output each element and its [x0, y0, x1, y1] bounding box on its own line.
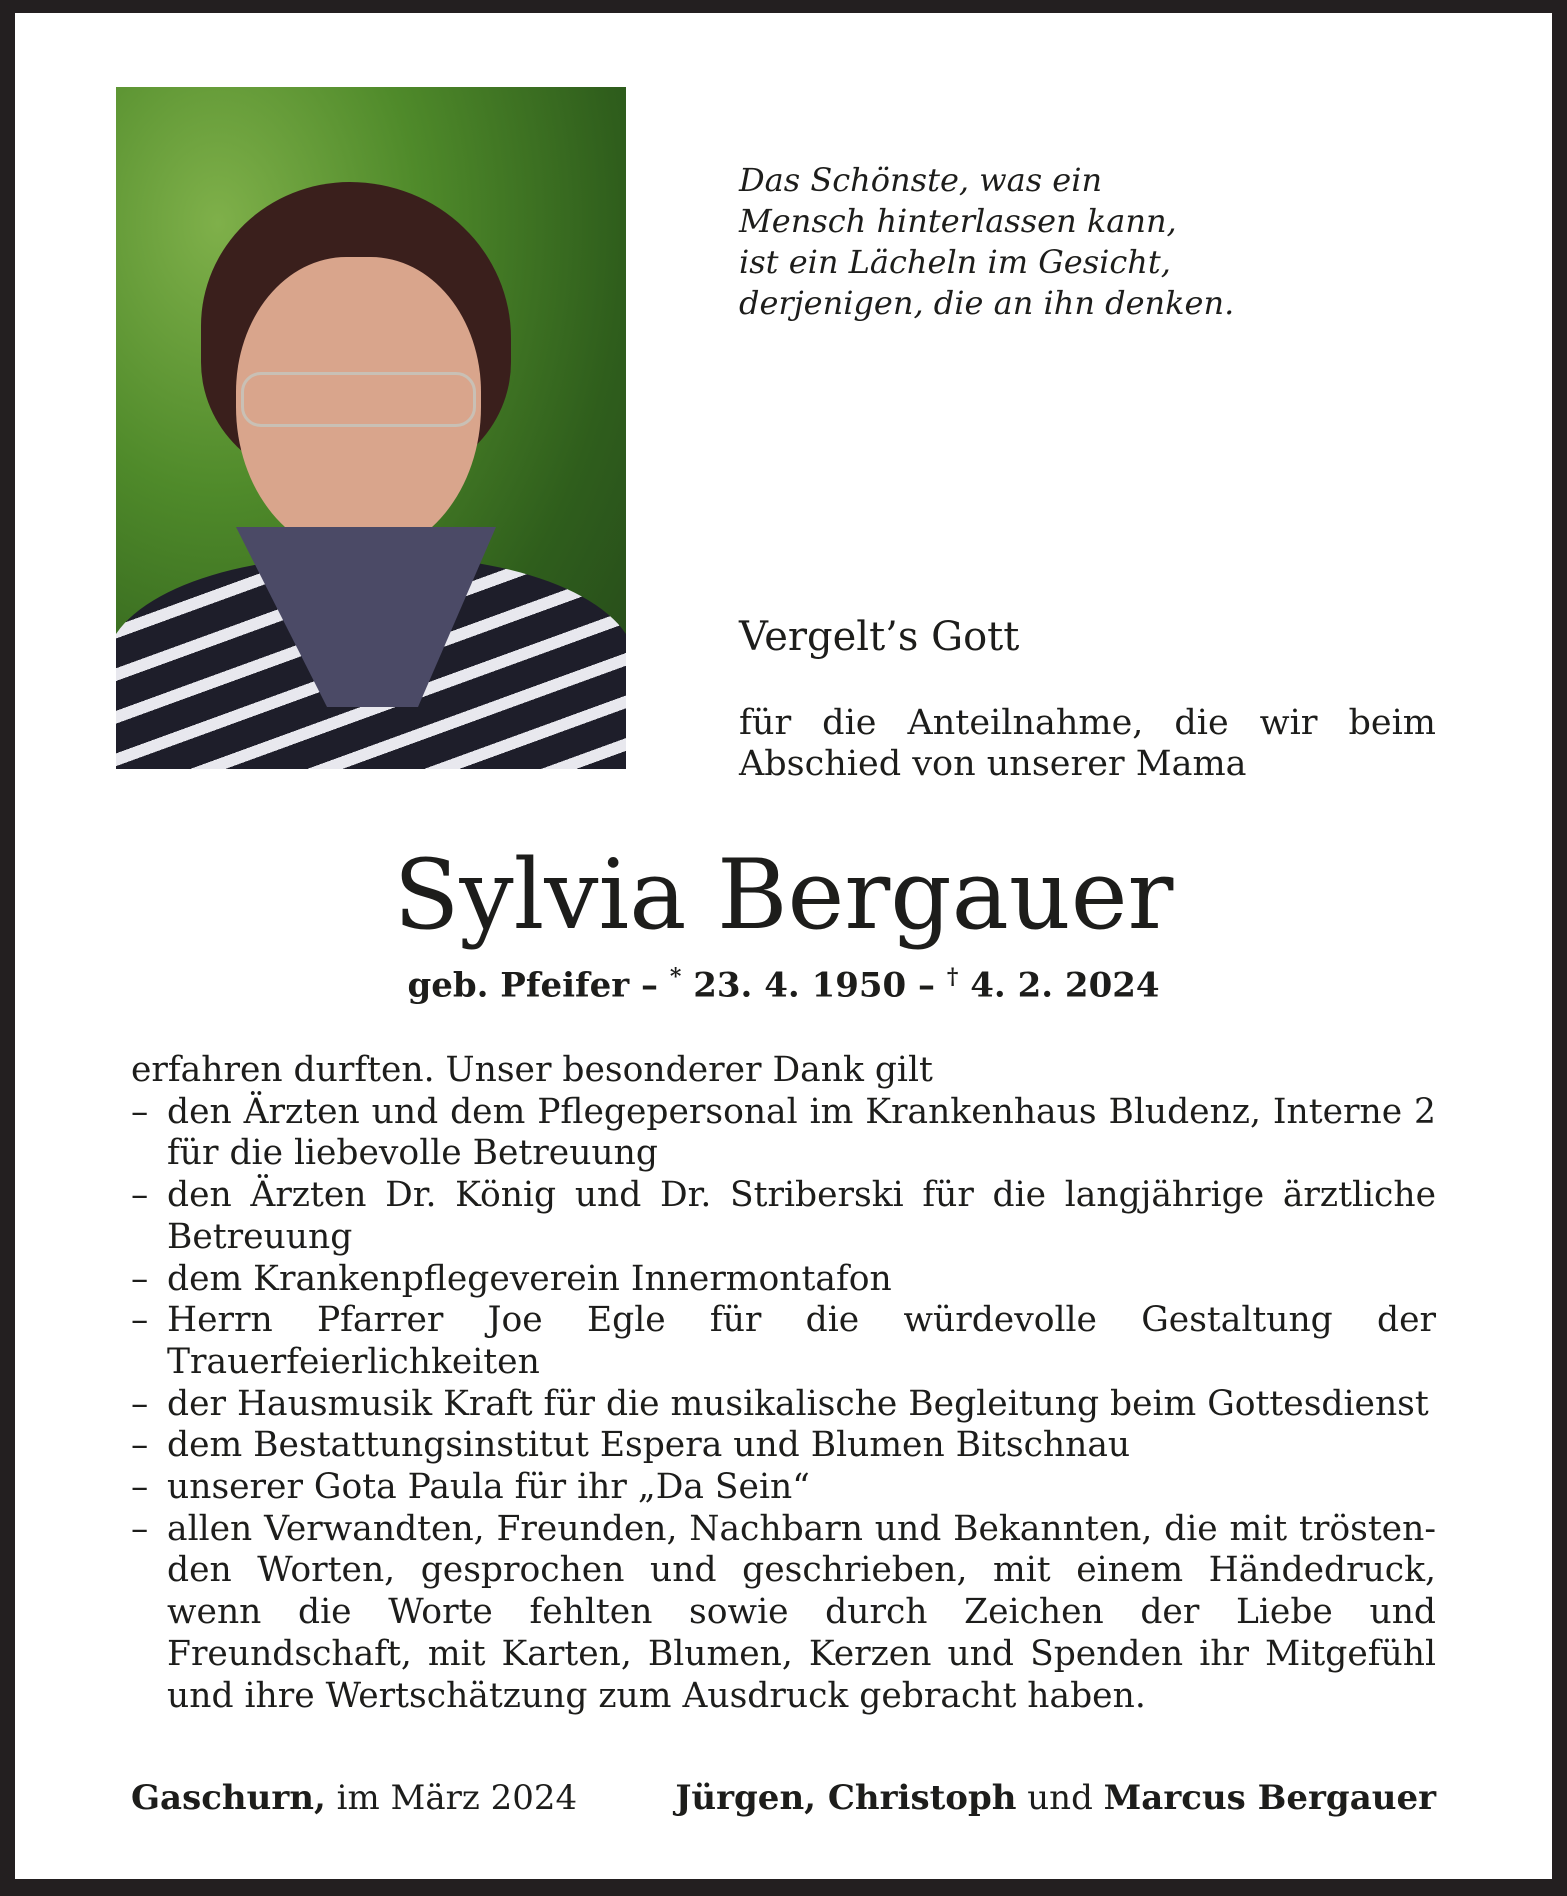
thanks-list-item	[131, 1467, 1436, 1509]
footer-signatures	[675, 1778, 1436, 1818]
list-dash: –	[131, 1175, 149, 1216]
birth-symbol: *	[669, 964, 682, 990]
thanks-list-item	[131, 1384, 1436, 1426]
deceased-name: Sylvia Bergauer	[393, 839, 1174, 951]
list-dash: –	[131, 1300, 149, 1341]
birth-date: 23. 4. 1950	[681, 965, 907, 1006]
body-intro: erfahren durften. Unser besonderer Dank gilt	[131, 1050, 933, 1090]
list-dash: –	[131, 1425, 149, 1466]
portrait-photo	[116, 87, 626, 769]
thanks-intro	[739, 703, 1436, 785]
signature-and: und	[1016, 1778, 1104, 1818]
list-item-text: der Hausmusik Kraft für die musikalische Begleitung beim Gottesdienst	[167, 1383, 1429, 1424]
thanks-list-item	[131, 1509, 1436, 1718]
thanks-list-item	[131, 1425, 1436, 1467]
footer-date: im März 2024	[325, 1778, 578, 1818]
list-item-text: den Ärzten und dem Pflegepersonal im Krankenhaus Bludenz, Interne 2 für die liebevolle Betreuung	[167, 1091, 1436, 1174]
thanks-body	[131, 1050, 1436, 1717]
list-dash: –	[131, 1383, 149, 1424]
thanks-intro-line: für die Anteilnahme, die wir beim	[739, 703, 1436, 743]
death-date: 4. 2. 2024	[958, 965, 1160, 1006]
list-item-text: unserer Gota Paula für ihr „Da Sein“	[167, 1467, 810, 1508]
thanks-list-item	[131, 1175, 1436, 1258]
thanks-list	[131, 1092, 1436, 1718]
list-dash: –	[131, 1467, 149, 1508]
list-item-text: dem Krankenpflegeverein Innermontafon	[167, 1258, 892, 1299]
list-dash: –	[131, 1508, 149, 1549]
memorial-quote	[739, 160, 1234, 324]
separator: –	[906, 965, 947, 1006]
quote-line: derjenigen, die an ihn denken.	[739, 284, 1235, 322]
thanks-list-item	[131, 1259, 1436, 1301]
signature-names: Jürgen, Christoph	[675, 1778, 1017, 1818]
list-item-text: dem Bestattungsinstitut Espera und Blumen Bitschnau	[167, 1425, 1131, 1466]
footer-place-date	[131, 1778, 577, 1818]
quote-line: Mensch hinterlassen kann,	[739, 202, 1177, 240]
list-dash: –	[131, 1258, 149, 1299]
list-item-text: Herrn Pfarrer Joe Egle für die würdevolle Gestaltung der Trauerfeierlichkeiten	[167, 1300, 1436, 1382]
signature-names: Marcus Bergauer	[1103, 1778, 1436, 1818]
thanks-list-item	[131, 1092, 1436, 1175]
quote-line: ist ein Lächeln im Gesicht,	[739, 243, 1171, 281]
list-dash: –	[131, 1091, 149, 1132]
quote-line: Das Schönste, was ein	[739, 161, 1103, 199]
death-symbol: †	[946, 964, 959, 990]
footer-place: Gaschurn,	[131, 1778, 326, 1818]
list-item-text: allen Verwandten, Freunden, Nachbarn und Bekannten, die mit tröstenden Worten, gesprochen und geschrieben, mit einem Händedruck, wenn die Worte fehlten sowie durch Zeichen der Liebe und Freundschaft, mit Karten, Blumen, Kerzen und Spenden ihr Mitgefühl und ihre Wertschätzung zum Ausdruck gebracht haben.	[167, 1508, 1436, 1716]
life-dates	[0, 964, 1567, 1005]
separator: –	[629, 965, 670, 1006]
thanks-list-item	[131, 1300, 1436, 1383]
photo-glasses	[241, 372, 476, 427]
list-item-text: den Ärzten Dr. König und Dr. Striberski für die langjährige ärztliche Betreuung	[167, 1175, 1436, 1257]
thanks-intro-line: Abschied von unserer Mama	[739, 744, 1247, 784]
thanks-heading: Vergelt’s Gott	[739, 614, 1020, 660]
birth-name: geb. Pfeifer	[407, 965, 630, 1006]
